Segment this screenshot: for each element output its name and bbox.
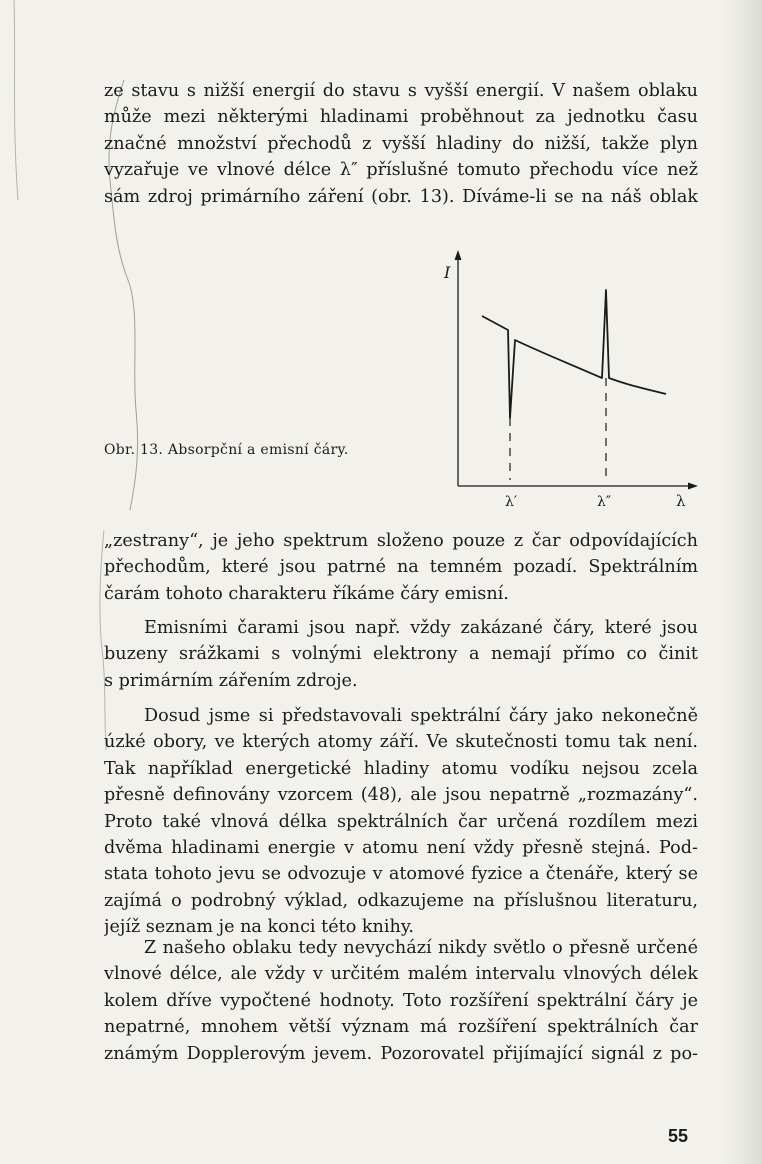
- text-line: kolem dříve vypočtené hodnoty. Toto rozšíření spektrální čáry je: [104, 990, 698, 1011]
- figure-caption: Obr. 13. Absorpční a emisní čáry.: [104, 442, 349, 458]
- text-line: Z našeho oblaku tedy nevychází nikdy světlo o přesně určené: [144, 938, 698, 958]
- text-line: vlnové délce, ale vždy v určitém malém intervalu vlnových délek: [104, 964, 698, 985]
- text-line: značné množství přechodů z vyšší hladiny do nižší, takže plyn: [104, 133, 698, 154]
- spectrum-curve: [482, 290, 666, 418]
- y-axis-arrow: [455, 250, 462, 260]
- text-line: ze stavu s nižší energií do stavu s vyšší energií. V našem oblaku: [104, 81, 698, 101]
- text-line: přechodům, které jsou patrné na temném pozadí. Spektrálním: [104, 557, 698, 578]
- paragraph-3: [104, 615, 698, 694]
- text-line: sám zdroj primárního záření (obr. 13). Díváme-li se na náš oblak: [104, 186, 698, 207]
- tick-label-emission: λ″: [597, 494, 612, 510]
- binding-edge-mark: [0, 0, 30, 200]
- x-axis-label: λ: [676, 492, 686, 510]
- text-line: Emisními čarami jsou např. vždy zakázané čáry, které jsou: [144, 618, 698, 638]
- page-number: 55: [668, 1126, 689, 1146]
- text-line: Tak například energetické hladiny atomu vodíku nejsou zcela: [104, 758, 698, 779]
- text-line: nepatrné, mnohem větší význam má rozšíření spektrálních čar: [104, 1017, 698, 1038]
- tick-label-absorption: λ′: [505, 494, 518, 510]
- text-line: dvěma hladinami energie v atomu není vždy přesně stejná. Pod-: [104, 837, 698, 858]
- text-line: může mezi některými hladinami proběhnout za jednotku času: [104, 107, 698, 128]
- x-axis-arrow: [688, 483, 698, 490]
- paragraph-1: [104, 78, 698, 210]
- text-line: s primárním zářením zdroje.: [104, 670, 358, 691]
- paragraph-5: [104, 935, 698, 1067]
- page-edge-shadow: [722, 0, 762, 1164]
- text-line: Proto také vlnová délka spektrálních čar určená rozdílem mezi: [104, 811, 698, 832]
- text-line: přesně definovány vzorcem (48), ale jsou nepatrně „rozmazány“.: [104, 785, 698, 806]
- y-axis-label: I: [444, 263, 451, 282]
- spectrum-figure: [430, 248, 700, 510]
- text-line: čarám tohoto charakteru říkáme čáry emisní.: [104, 583, 509, 604]
- text-line: úzké obory, ve kterých atomy září. Ve skutečnosti tomu tak není.: [104, 732, 698, 753]
- paragraph-2: [104, 528, 698, 607]
- paragraph-4: [104, 703, 698, 941]
- text-line: zajímá o podrobný výklad, odkazujeme na příslušnou literaturu,: [104, 890, 698, 911]
- text-line: známým Dopplerovým jevem. Pozorovatel přijímající signál z po-: [104, 1043, 698, 1064]
- text-line: „zestrany“, je jeho spektrum složeno pouze z čar odpovídajících: [104, 531, 698, 551]
- text-line: jejíž seznam je na konci této knihy.: [104, 917, 415, 938]
- text-line: Dosud jsme si představovali spektrální čáry jako nekonečně: [144, 706, 698, 726]
- text-line: stata tohoto jevu se odvozuje v atomové fyzice a čtenáře, který se: [104, 864, 698, 885]
- text-line: buzeny srážkami s volnými elektrony a nemají přímo co činit: [104, 644, 698, 665]
- text-line: vyzařuje ve vlnové délce λ″ příslušné tomuto přechodu více než: [104, 160, 698, 181]
